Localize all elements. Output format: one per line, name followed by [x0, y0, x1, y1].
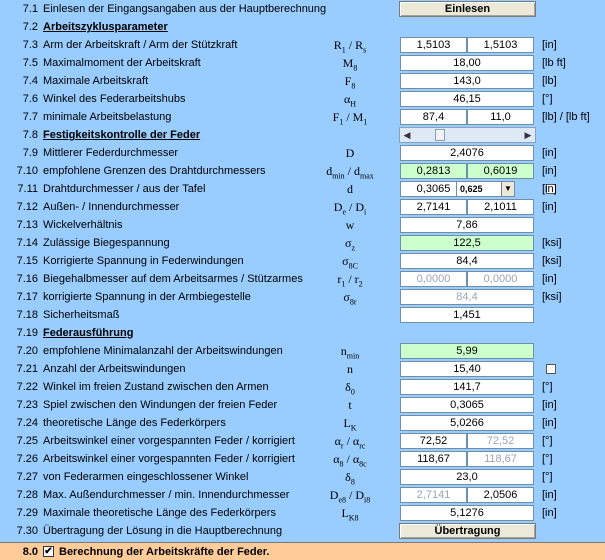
value-field[interactable]: 84,4 [400, 253, 534, 269]
row-unit: [°] [542, 435, 553, 447]
wire-table-select[interactable] [456, 181, 515, 197]
row-number: 7.18 [16, 309, 38, 321]
row-unit: [ksi] [542, 237, 562, 249]
value-field-a[interactable]: 87,4 [400, 109, 467, 125]
row-number: 7.22 [16, 381, 38, 393]
row-7-19 [0, 324, 605, 342]
row-unit: [in] [542, 489, 557, 501]
row-number: 7.23 [16, 399, 38, 411]
row-number: 7.20 [16, 345, 38, 357]
row-number: 7.10 [16, 165, 38, 177]
value-field[interactable]: 5,1276 [400, 505, 534, 521]
row-7-23 [0, 396, 605, 414]
row-7-2 [0, 18, 605, 36]
row-label: empfohlene Grenzen des Drahtdurchmessers [43, 165, 266, 177]
row-7-27 [0, 468, 605, 486]
row-unit: [ksi] [542, 291, 562, 303]
row-number: 7.16 [16, 273, 38, 285]
row-7-1 [0, 0, 605, 18]
row-number: 7.6 [22, 93, 38, 105]
row-symbol: $F_1 / M_1$ [332, 110, 368, 127]
row-number: 7.3 [22, 39, 38, 51]
row-label: korrigierte Spannung in der Armbiegestelle [43, 291, 251, 303]
row-symbol: $\sigma_z$ [344, 236, 356, 253]
row-label: Biegehalbmesser auf dem Arbeitsarmes / Stützarmes [43, 273, 303, 285]
value-field-a[interactable]: 0,0000 [400, 271, 467, 287]
value-field-a[interactable]: 2,7141 [400, 199, 467, 215]
row-symbol: w [345, 218, 355, 232]
row-7-20 [0, 342, 605, 360]
row-symbol: $\sigma_{8C}$ [342, 254, 358, 271]
value-field-b[interactable]: 72,52 [467, 433, 534, 449]
row-unit: [in] [542, 507, 557, 519]
value-field[interactable]: 143,0 [400, 73, 534, 89]
row-unit: [in] [542, 39, 557, 51]
value-field[interactable]: 5,99 [400, 343, 534, 359]
value-field-b[interactable]: 0,0000 [467, 271, 534, 287]
row-label: Außen- / Innendurchmesser [43, 201, 180, 213]
row-7-29 [0, 504, 605, 522]
row-symbol: $L_K$ [343, 416, 357, 433]
row-symbol: $D_{e8} / D_{i8}$ [329, 488, 371, 505]
row-label: Anzahl der Arbeitswindungen [43, 363, 186, 375]
row-7-15 [0, 252, 605, 270]
row-symbol: $\delta_8$ [345, 470, 355, 487]
row-label: Arbeitswinkel einer vorgespannten Feder / korrigiert [43, 453, 295, 465]
row-label: Korrigierte Spannung in Federwindungen [43, 255, 244, 267]
row-label: Zulässige Biegespannung [43, 237, 170, 249]
row-unit: [lb] [542, 75, 557, 87]
value-field[interactable]: 2,4076 [400, 145, 534, 161]
row-label: Maximale Arbeitskraft [43, 75, 149, 87]
row-label: Einlesen der Eingangsangaben aus der Hauptberechnung [43, 3, 327, 15]
section-heading: Arbeitszyklusparameter [43, 21, 168, 33]
row-7-3 [0, 36, 605, 54]
row-unit: [in] [542, 201, 557, 213]
row-symbol: n [347, 362, 353, 376]
row-symbol: t [348, 398, 352, 412]
row-symbol: $M_8$ [342, 56, 358, 73]
row-symbol: $n_{min}$ [340, 344, 360, 361]
row-7-28 [0, 486, 605, 504]
footer-number: 8.0 [22, 546, 38, 558]
footer-checkbox[interactable]: ✔ [44, 546, 53, 557]
row-symbol: $\alpha_r / \alpha_{rc}$ [334, 434, 366, 451]
row-unit: [lb] / [lb ft] [542, 111, 590, 123]
row-number: 7.14 [16, 237, 38, 249]
row-number: 7.29 [16, 507, 38, 519]
section-heading: Festigkeitskontrolle der Feder [43, 129, 201, 141]
row-7-9 [0, 144, 605, 162]
row-symbol: $\sigma_{8r}$ [343, 290, 357, 307]
value-field-b[interactable]: 2,1011 [467, 199, 534, 215]
row-unit: [in] [542, 399, 557, 411]
value-field[interactable]: 7,86 [400, 217, 534, 233]
row-7-14 [0, 234, 605, 252]
row-symbol: D [345, 146, 355, 160]
row-7-10 [0, 162, 605, 180]
value-field-b[interactable]: 0,6019 [467, 163, 534, 179]
row-7-21 [0, 360, 605, 378]
footer-label: Berechnung der Arbeitskräfte der Feder. [59, 546, 270, 558]
row-7-12 [0, 198, 605, 216]
value-field-a[interactable]: 1,5103 [400, 37, 467, 53]
row-symbol: d [347, 182, 353, 196]
row-number: 7.19 [16, 327, 38, 339]
row-7-16 [0, 270, 605, 288]
row-symbol: $\alpha_8 / \alpha_{8c}$ [333, 452, 367, 469]
row-symbol: $R_1 / R_s$ [333, 38, 367, 55]
row-number: 7.25 [16, 435, 38, 447]
row-number: 7.24 [16, 417, 38, 429]
row-unit: [in] [542, 165, 557, 177]
value-field[interactable]: 0,3065 [400, 397, 534, 413]
value-field[interactable]: 46,15 [400, 91, 534, 107]
row-7-30 [0, 522, 605, 540]
row-label: Winkel im freien Zustand zwischen den Armen [43, 381, 269, 393]
row-label: Maximale theoretische Länge des Federkörpers [43, 507, 276, 519]
row-number: 7.21 [16, 363, 38, 375]
row-label: Max. Außendurchmesser / min. Innendurchmesser [43, 489, 290, 501]
row-label: Arm der Arbeitskraft / Arm der Stützkraft [43, 39, 238, 51]
row-label: von Federarmen eingeschlossener Winkel [43, 471, 249, 483]
row-number: 7.28 [16, 489, 38, 501]
row-7-18 [0, 306, 605, 324]
value-field[interactable]: 141,7 [400, 379, 534, 395]
row-unit: [°] [542, 471, 553, 483]
row-button[interactable]: Einlesen [399, 1, 536, 17]
row-7-24 [0, 414, 605, 432]
row-label: Sicherheitsmaß [43, 309, 120, 321]
row-7-6 [0, 90, 605, 108]
row-label: Spiel zwischen den Windungen der freien Feder [43, 399, 278, 411]
row-7-22 [0, 378, 605, 396]
row-unit: [in] [542, 273, 557, 285]
row-unit: [ksi] [542, 255, 562, 267]
value-field[interactable]: 1,451 [400, 307, 534, 323]
row-symbol: $\alpha_H$ [343, 92, 357, 109]
row-7-7 [0, 108, 605, 126]
row-number: 7.27 [16, 471, 38, 483]
value-field-b[interactable]: 2,0506 [467, 487, 534, 503]
scroll-right-icon[interactable]: ▶ [524, 130, 532, 140]
section-heading: Federausführung [43, 327, 134, 339]
row-unit: [in] [542, 147, 557, 159]
row-label: Mittlerer Federdurchmesser [43, 147, 179, 159]
row-unit: [°] [542, 381, 553, 393]
value-field[interactable]: 15,40 [400, 361, 534, 377]
row-label: minimale Arbeitsbelastung [43, 111, 172, 123]
value-field-b[interactable]: 11,0 [467, 109, 534, 125]
row-symbol: $\delta_0$ [345, 380, 355, 397]
value-field[interactable]: 5,0266 [400, 415, 534, 431]
row-number: 7.26 [16, 453, 38, 465]
row-number: 7.15 [16, 255, 38, 267]
row-button[interactable]: Übertragung [399, 523, 536, 539]
row-number: 7.11 [17, 183, 38, 195]
chevron-down-icon[interactable]: ▼ [501, 182, 514, 196]
section-scrollbar[interactable] [399, 127, 536, 143]
row-label: Maximalmoment der Arbeitskraft [43, 57, 201, 69]
row-label: theoretische Länge des Federkörpers [43, 417, 226, 429]
value-field-a[interactable]: 0,2813 [400, 163, 467, 179]
row-number: 7.8 [22, 129, 38, 141]
row-unit: [lb ft] [542, 57, 566, 69]
row-7-11 [0, 180, 605, 198]
row-7-4 [0, 72, 605, 90]
row-number: 7.2 [22, 21, 38, 33]
section-footer [0, 542, 605, 560]
select-value: 0,625 [460, 184, 483, 194]
row-label: Drahtdurchmesser / aus der Tafel [43, 183, 206, 195]
scroll-left-icon[interactable]: ◀ [403, 130, 411, 140]
row-unit: [in] [542, 417, 557, 429]
row-label: Arbeitswinkel einer vorgespannten Feder / korrigiert [43, 435, 295, 447]
value-field-b[interactable]: 118,67 [467, 451, 534, 467]
value-field-b[interactable]: 1,5103 [467, 37, 534, 53]
row-symbol: $d_{min} / d_{max}$ [326, 164, 374, 181]
row-symbol: $F_8$ [344, 74, 356, 91]
row-7-17 [0, 288, 605, 306]
row-symbol: $r_1 / r_2$ [337, 272, 363, 289]
row-number: 7.13 [16, 219, 38, 231]
value-field[interactable]: 84,4 [400, 289, 534, 305]
row-number: 7.1 [22, 3, 38, 15]
row-7-25 [0, 432, 605, 450]
row-checkbox[interactable] [546, 364, 556, 374]
row-label: Winkel des Federarbeitshubs [43, 93, 186, 105]
row-unit: [°] [542, 453, 553, 465]
value-field-a[interactable]: 72,52 [400, 433, 467, 449]
scroll-thumb[interactable] [435, 129, 445, 141]
row-7-5 [0, 54, 605, 72]
row-7-13 [0, 216, 605, 234]
row-number: 7.12 [16, 201, 38, 213]
row-label: Wickelverhältnis [43, 219, 123, 231]
value-field[interactable]: 18,00 [400, 55, 534, 71]
row-number: 7.17 [16, 291, 38, 303]
row-number: 7.4 [22, 75, 38, 87]
row-7-26 [0, 450, 605, 468]
row-symbol: $D_e / D_i$ [333, 200, 367, 217]
value-field-a[interactable]: 0,3065 [400, 181, 467, 197]
value-field-a[interactable]: 118,67 [400, 451, 467, 467]
value-field[interactable]: 23,0 [400, 469, 534, 485]
row-unit: [in] [542, 183, 557, 195]
row-label: Übertragung der Lösung in die Hauptberechnung [43, 525, 283, 537]
value-field-a[interactable]: 2,7141 [400, 487, 467, 503]
row-number: 7.7 [22, 111, 38, 123]
value-field[interactable]: 122,5 [400, 235, 534, 251]
row-symbol: $L_{K8}$ [341, 506, 359, 523]
row-label: empfohlene Minimalanzahl der Arbeitswindungen [43, 345, 283, 357]
row-7-8 [0, 126, 605, 144]
row-number: 7.9 [22, 147, 38, 159]
row-unit: [°] [542, 93, 553, 105]
row-number: 7.30 [16, 525, 38, 537]
row-number: 7.5 [22, 57, 38, 69]
